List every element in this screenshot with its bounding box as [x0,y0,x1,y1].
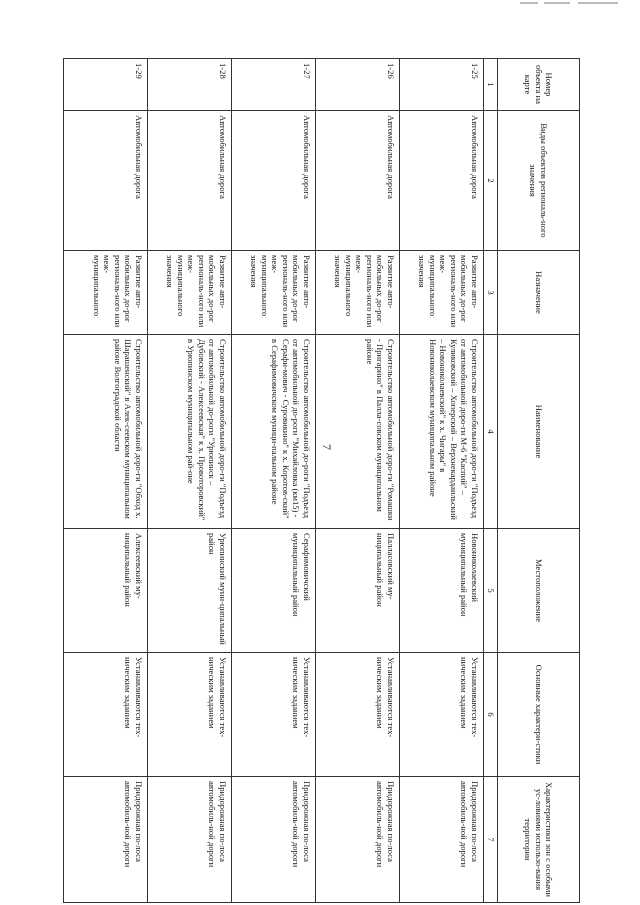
cell-location: Урюпинский муни-ципальный район [148,529,232,653]
cell-characteristics: Устанавливаются тех-ническим заданием [316,653,400,777]
cell-type: Автомобильная дорога [232,111,316,251]
cell-name: Строительство автомобильной доро-ги "Обход х. Шарашенский" в Алек-сеевском муниципальном районе Волгоградской области [64,335,148,529]
cell-type: Автомобильная дорога [400,111,484,251]
page-number: 7 [320,444,334,450]
cell-zones: Придорожная по-лоса автомобиль-ной дороги [400,777,484,903]
cell-zones: Придорожная по-лоса автомобиль-ной дороги [64,777,148,903]
cell-zones: Придорожная по-лоса автомобиль-ной дороги [232,777,316,903]
col-header-purpose: Назначение [498,251,580,335]
cell-name: Строительство автомобильной доро-ги "Ромашки - Пригарино" в Палла-совском муниципальном районе [316,335,400,529]
cell-purpose: Развитие авто-мобильных до-рог региональ-ного или меж-муниципального значения [316,251,400,335]
cell-number: 1-29 [64,59,148,111]
col-header-characteristics: Основные характери-стики [498,653,580,777]
col-header-zones: Характеристики зон с особыми ус-ловиями использо-вания территории [498,777,580,903]
cell-location: Алексеевский му-ниципальный район [64,529,148,653]
header-row [498,59,580,903]
cell-purpose: Развитие авто-мобильных до-рог региональ-ного или меж-муниципального значения [400,251,484,335]
cell-location: Новониколаевский муниципальный район [400,529,484,653]
objects-table [63,58,580,903]
cell-type: Автомобильная дорога [148,111,232,251]
objects-table-rotated [60,58,580,902]
table-row [316,59,400,903]
scan-edge-marks [520,2,630,8]
cell-name: Строительство автомобильной доро-ги "Подъезд от автомобильной доро-ги М-6 "Каспий" – Куликовский – Хоперский – Верхнекардаильский – Новониколаевский" к х. Чигары" в Новониколаевском муниципальном районе [400,335,484,529]
col-number: 5 [484,529,498,653]
cell-name: Строительство автомобильной доро-ги "Подъезд от автомобильной до-роги "Урюпинск – Дубовский - Алексеевская" к х. Провоторовский" в Урюпинском муниципальном рай-оне [148,335,232,529]
table-row [148,59,232,903]
col-number: 1 [484,59,498,111]
col-number: 2 [484,111,498,251]
cell-purpose: Развитие авто-мобильных до-рог региональ-ного или меж-муниципального значения [232,251,316,335]
column-number-row [484,59,498,903]
cell-purpose: Развитие авто-мобильных до-рог региональ-ного или меж-муниципального значения [148,251,232,335]
cell-type: Автомобильная дорога [316,111,400,251]
cell-characteristics: Устанавливаются тех-ническим заданием [64,653,148,777]
table-row [400,59,484,903]
table-row [232,59,316,903]
cell-number: 1-27 [232,59,316,111]
col-number: 6 [484,653,498,777]
cell-location: Палласовский му-ниципальный район [316,529,400,653]
cell-zones: Придорожная по-лоса автомобиль-ной дороги [148,777,232,903]
col-number: 7 [484,777,498,903]
cell-purpose: Развитие авто-мобильных до-рог региональ-ного или меж-муниципального [64,251,148,335]
cell-characteristics: Устанавливаются тех-ническим заданием [232,653,316,777]
cell-characteristics: Устанавливаются тех-ническим заданием [148,653,232,777]
col-header-name: Наименование [498,335,580,529]
cell-number: 1-26 [316,59,400,111]
cell-characteristics: Устанавливаются тех-ническим заданием [400,653,484,777]
cell-name: Строительство автомобильной до-роги "Подъезд от автомобильной до-роги "Михайловка (км15) - Серафи-мович - Суровикино" к х. Коротов-ский" в Серафимовичском муници-пальном районе [232,335,316,529]
cell-number: 1-25 [400,59,484,111]
col-number: 4 [484,335,498,529]
col-header-type: Виды объектов региональ-ного значения [498,111,580,251]
cell-number: 1-28 [148,59,232,111]
col-number: 3 [484,251,498,335]
table-row [64,59,148,903]
cell-type: Автомобильная дорога [64,111,148,251]
cell-zones: Придорожная по-лоса автомобиль-ной дороги [316,777,400,903]
col-header-number: Номер объекта на карте [498,59,580,111]
col-header-location: Местоположение [498,529,580,653]
cell-location: Серафимовичский муниципальный район [232,529,316,653]
